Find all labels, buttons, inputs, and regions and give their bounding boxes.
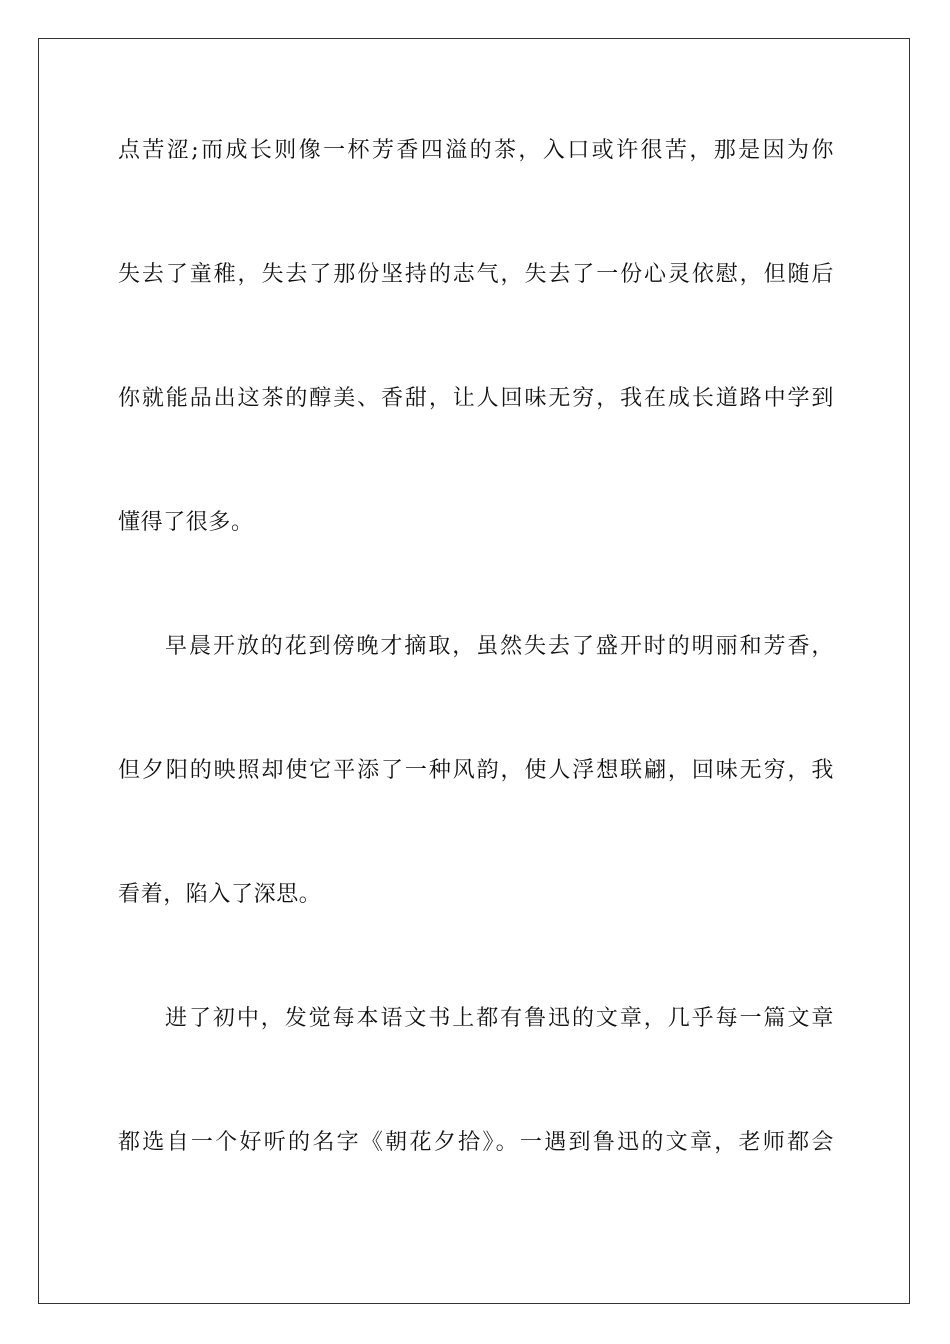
- text-line-9: 都选自一个好听的名字《朝花夕拾》。一遇到鲁迅的文章，老师都会: [118, 1130, 834, 1155]
- text-line-5-paragraph-start: 早晨开放的花到傍晚才摘取，虽然失去了盛开时的明丽和芳香，: [165, 634, 834, 659]
- text-line-7: 看着，陷入了深思。: [118, 882, 322, 907]
- text-line-3: 你就能品出这茶的醇美、香甜，让人回味无穷，我在成长道路中学到: [118, 386, 834, 411]
- page-border: [38, 38, 910, 1304]
- text-line-2: 失去了童稚，失去了那份坚持的志气，失去了一份心灵依慰，但随后: [118, 262, 834, 287]
- text-line-8-paragraph-start: 进了初中，发觉每本语文书上都有鲁迅的文章，几乎每一篇文章: [165, 1006, 834, 1031]
- text-line-6: 但夕阳的映照却使它平添了一种风韵，使人浮想联翩，回味无穷，我: [118, 758, 834, 783]
- text-line-1: 点苦涩;而成长则像一杯芳香四溢的茶，入口或许很苦，那是因为你: [118, 138, 834, 163]
- text-line-4: 懂得了很多。: [118, 510, 254, 535]
